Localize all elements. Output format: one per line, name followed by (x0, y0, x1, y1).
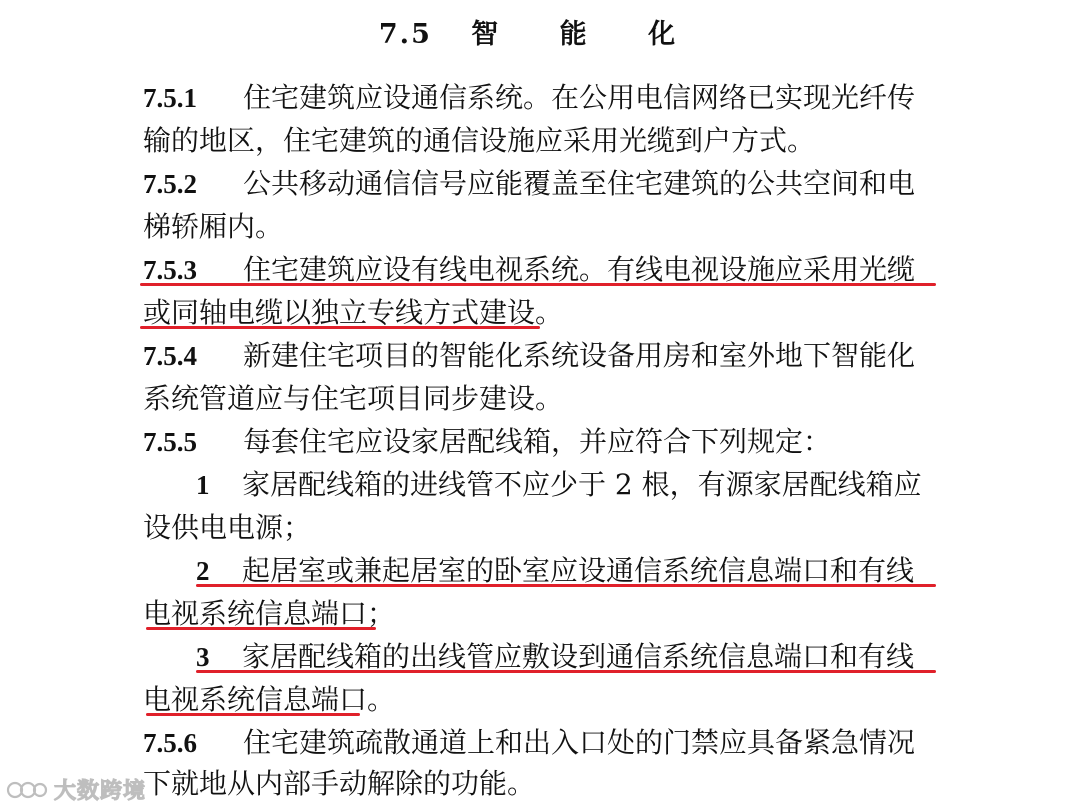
item-text: 家居配线箱的进线管不应少于 2 根，有源家居配线箱应 (242, 468, 922, 501)
clause-text: 下就地从内部手动解除的功能。 (143, 767, 536, 800)
clause-7-5-6-line-2 (143, 764, 535, 804)
section-heading (0, 12, 1080, 51)
clause-number: 7.5.6 (143, 728, 197, 758)
clause-7-5-5-line-1 (143, 422, 831, 462)
section-title: 智 能 化 (471, 19, 702, 50)
clause-text: 或同轴电缆以独立专线方式建设。 (143, 296, 564, 329)
clause-text: 系统管道应与住宅项目同步建设。 (143, 382, 564, 415)
clause-7-5-4-line-2 (143, 379, 563, 419)
item-number: 3 (196, 642, 210, 672)
clause-text: 住宅建筑应设通信系统。在公用电信网络已实现光纤传 (243, 81, 916, 114)
item-text: 电视系统信息端口； (143, 597, 396, 630)
clause-7-5-6-line-1 (143, 723, 915, 763)
section-number: 7.5 (378, 19, 432, 50)
item-number: 1 (196, 470, 210, 500)
red-underline (196, 584, 936, 587)
red-underline (140, 283, 936, 286)
clause-7-5-2-line-1 (143, 164, 915, 204)
watermark (6, 774, 146, 805)
clause-7-5-2-line-2 (143, 207, 283, 247)
clause-number: 7.5.5 (143, 427, 197, 457)
red-underline (140, 326, 540, 329)
clause-text: 住宅建筑疏散通道上和出入口处的门禁应具备紧急情况 (243, 726, 916, 759)
red-underline (146, 713, 360, 716)
item-number: 2 (196, 556, 210, 586)
clause-7-5-5-item-1-line-2 (143, 508, 311, 548)
clause-7-5-1-line-2 (143, 121, 815, 161)
clause-text: 每套住宅应设家居配线箱，并应符合下列规定： (243, 425, 832, 458)
watermark-text: 大数跨境 (54, 779, 147, 804)
item-text: 电视系统信息端口。 (143, 683, 396, 716)
clause-text: 住宅建筑应设有线电视系统。有线电视设施应采用光缆 (243, 253, 916, 286)
clause-7-5-5-item-1-line-1 (196, 465, 922, 505)
clause-text: 新建住宅项目的智能化系统设备用房和室外地下智能化 (243, 339, 916, 372)
clause-number: 7.5.4 (143, 341, 197, 371)
clause-text: 公共移动通信信号应能覆盖至住宅建筑的公共空间和电 (243, 167, 916, 200)
item-text: 家居配线箱的出线管应敷设到通信系统信息端口和有线 (242, 640, 915, 673)
red-underline (196, 670, 936, 673)
clause-7-5-1-line-1 (143, 78, 915, 118)
clause-number: 7.5.3 (143, 255, 197, 285)
item-text: 起居室或兼起居室的卧室应设通信系统信息端口和有线 (242, 554, 915, 587)
clause-7-5-4-line-1 (143, 336, 915, 376)
clause-text: 梯轿厢内。 (143, 210, 284, 243)
item-text: 设供电电源； (143, 511, 312, 544)
clause-number: 7.5.1 (143, 83, 197, 113)
brand-logo-icon (6, 776, 48, 804)
clause-number: 7.5.2 (143, 169, 197, 199)
red-underline (146, 627, 376, 630)
clause-text: 输的地区，住宅建筑的通信设施应采用光缆到户方式。 (143, 124, 816, 157)
